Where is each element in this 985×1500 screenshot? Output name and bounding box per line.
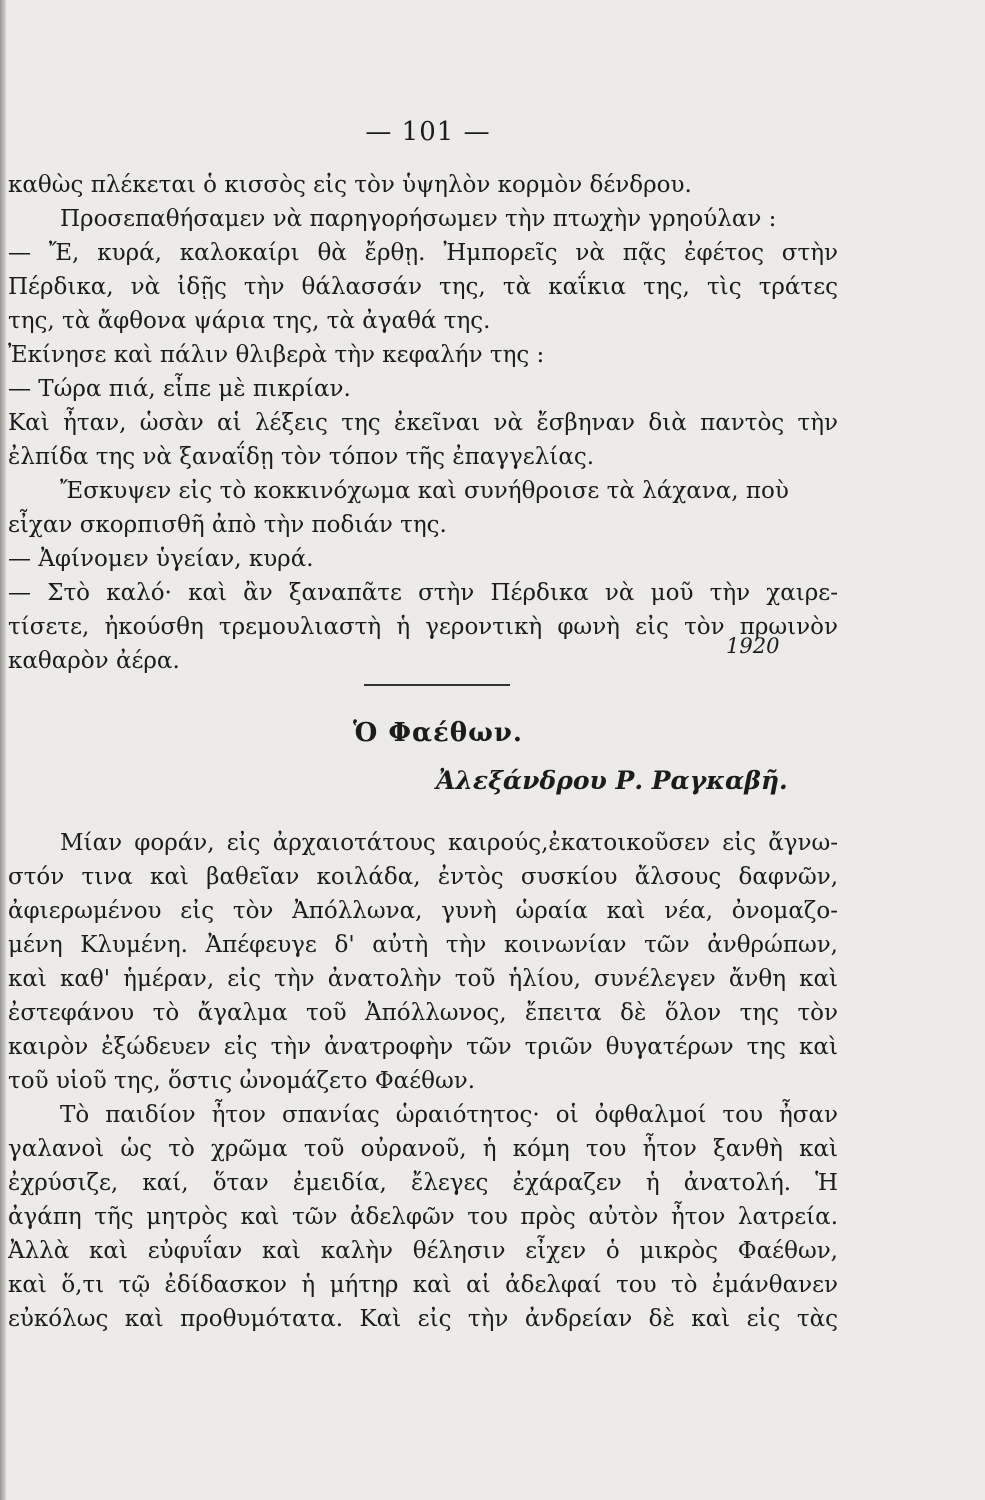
text-line: καιρὸν ἐξώδευεν εἰς τὴν ἀνατροφὴν τῶν τριῶν θυγατέρων της καὶ [8,1034,838,1060]
text-line: στόν τινα καὶ βαθεῖαν κοιλάδα, ἐντὸς συσκίου ἄλσους δαφνῶν, [8,864,838,890]
text-line: μένη Κλυμένη. Ἀπέφευγε δ' αὐτὴ τὴν κοινωνίαν τῶν ἀνθρώπων, [8,932,838,958]
text-line: ἐστεφάνου τὸ ἄγαλμα τοῦ Ἀπόλλωνος, ἔπειτα δὲ ὅλον της τὸν [8,1000,838,1026]
section-divider [364,684,510,686]
text-line: καὶ ὅ,τι τῷ ἐδίδασκον ἡ μήτηρ καὶ αἱ ἀδελφαί του τὸ ἐμάνθανεν [8,1272,838,1298]
text-line: ἐχρύσιζε, καί, ὅταν ἐμειδία, ἔλεγες ἐχάραζεν ἡ ἀνατολή. Ἡ [8,1170,838,1196]
text-line: ἀφιερωμένου εἰς τὸν Ἀπόλλωνα, γυνὴ ὡραία καὶ νέα, ὀνομαζο- [8,898,838,924]
section-2-text [8,826,838,1336]
text-line: τοῦ υἱοῦ της, ὅστις ὠνομάζετο Φαέθων. [8,1068,476,1094]
text-line: — Ἀφίνομεν ὑγείαν, κυρά. [8,546,314,572]
author-line: Ἀλεξάνδρου Ρ. Ραγκαβῆ. [436,766,788,795]
text-line: εἶχαν σκορπισθῆ ἀπὸ τὴν ποδιάν της. [8,512,447,538]
text-line: Ἀλλὰ καὶ εὐφυΐαν καὶ καλὴν θέλησιν εἶχεν ὁ μικρὸς Φαέθων, [8,1238,838,1264]
text-line: Πέρδικα, νὰ ἰδῇς τὴν θάλασσάν της, τὰ καΐκια της, τὶς τράτες [8,274,838,300]
text-line: Προσεπαθήσαμεν νὰ παρηγορήσωμεν τὴν πτωχὴν γρηούλαν : [60,206,777,232]
page-number: — 101 — [365,117,491,147]
text-line: Μίαν φοράν, εἰς ἀρχαιοτάτους καιρούς,ἐκατοικοῦσεν εἰς ἄγνω- [60,830,838,856]
text-line: γαλανοὶ ὡς τὸ χρῶμα τοῦ οὐρανοῦ, ἡ κόμη του ἦτον ξανθὴ καὶ [8,1136,838,1162]
text-line: — Στὸ καλό· καὶ ἂν ξαναπᾶτε στὴν Πέρδικα νὰ μοῦ τὴν χαιρε- [8,580,838,606]
text-line: ἀγάπη τῆς μητρὸς καὶ τῶν ἀδελφῶν του πρὸς αὐτὸν ἦτον λατρεία. [8,1204,838,1230]
date: 1920 [726,634,780,658]
text-line: της, τὰ ἄφθονα ψάρια της, τὰ ἀγαθά της. [8,308,491,334]
text-line: τίσετε, ἠκούσθη τρεμουλιαστὴ ἡ γεροντικὴ φωνὴ εἰς τὸν πρωινὸν [8,614,838,640]
text-line: Ἔσκυψεν εἰς τὸ κοκκινόχωμα καὶ συνήθροισε τὰ λάχανα, ποὺ [60,478,789,504]
text-line: ἐλπίδα της νὰ ξαναΐδῃ τὸν τόπον τῆς ἐπαγγελίας. [8,444,595,470]
text-line: καθαρὸν ἀέρα. [8,648,180,674]
text-line: καὶ καθ' ἡμέραν, εἰς τὴν ἀνατολὴν τοῦ ἡλίου, συνέλεγεν ἄνθη καὶ [8,966,838,992]
text-line: εὐκόλως καὶ προθυμότατα. Καὶ εἰς τὴν ἀνδρείαν δὲ καὶ εἰς τὰς [8,1306,838,1332]
section-title: Ὁ Φαέθων. [352,718,523,748]
section-1-text [8,168,838,678]
text-line: Ἐκίνησε καὶ πάλιν θλιβερὰ τὴν κεφαλήν της : [8,342,545,368]
text-line: καθὼς πλέκεται ὁ κισσὸς εἰς τὸν ὑψηλὸν κορμὸν δένδρου. [8,172,692,198]
text-line: — Ἔ, κυρά, καλοκαίρι θὰ ἔρθῃ. Ἠμπορεῖς νὰ πᾷς ἐφέτος στὴν [8,240,838,266]
text-line: — Τώρα πιά, εἶπε μὲ πικρίαν. [8,376,351,402]
text-line: Τὸ παιδίον ἦτον σπανίας ὡραιότητος· οἱ ὀφθαλμοί του ἦσαν [60,1102,838,1128]
text-line: Καὶ ἦταν, ὡσὰν αἱ λέξεις της ἐκεῖναι νὰ ἔσβηναν διὰ παντὸς τὴν [8,410,838,436]
page-edge [0,0,6,1500]
